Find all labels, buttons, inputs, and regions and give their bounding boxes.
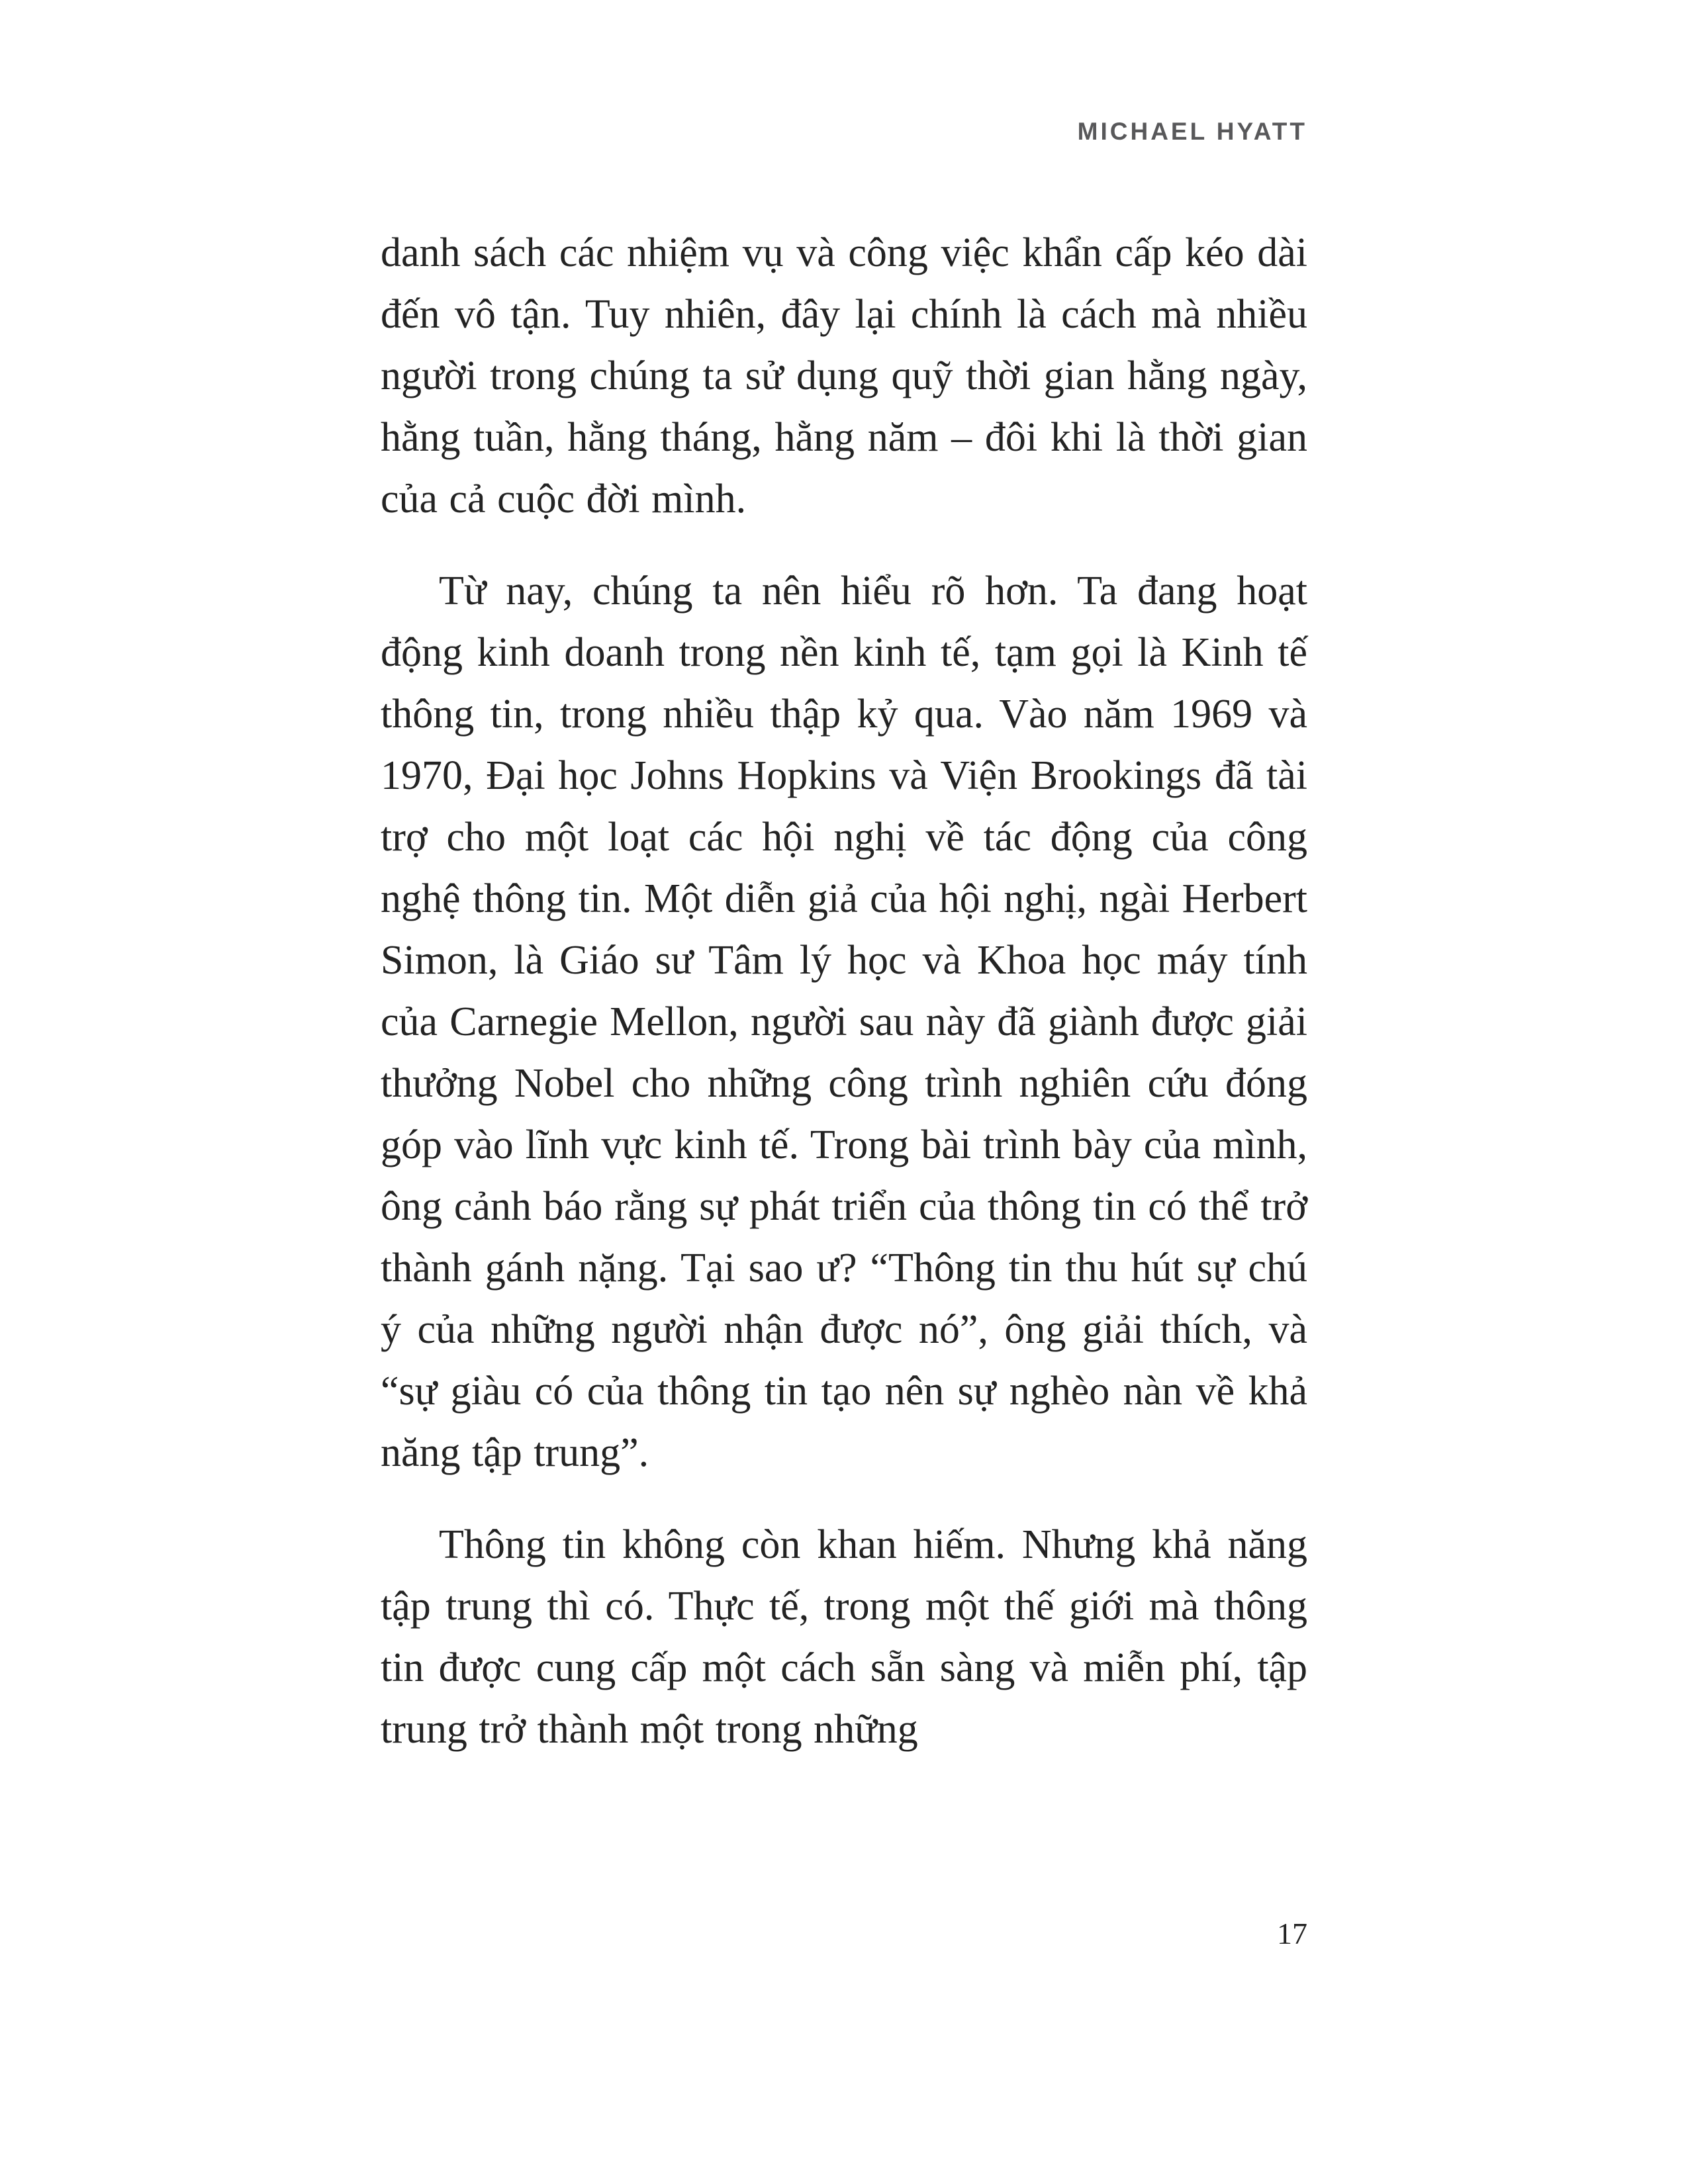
- paragraph: Từ nay, chúng ta nên hiểu rõ hơn. Ta đang hoạt động kinh doanh trong nền kinh tế, tạm gọi là Kinh tế thông tin, trong nhiều thập kỷ qua. Vào năm 1969 và 1970, Đại học Johns Hopkins và Viện Brookings đã tài trợ cho một loạt các hội nghị về tác động của công nghệ thông tin. Một diễn giả của hội nghị, ngài Herbert Simon, là Giáo sư Tâm lý học và Khoa học máy tính của Carnegie Mellon, người sau này đã giành được giải thưởng Nobel cho những công trình nghiên cứu đóng góp vào lĩnh vực kinh tế. Trong bài trình bày của mình, ông cảnh báo rằng sự phát triển của thông tin có thể trở thành gánh nặng. Tại sao ư? “Thông tin thu hút sự chú ý của những người nhận được nó”, ông giải thích, và “sự giàu có của thông tin tạo nên sự nghèo nàn về khả năng tập trung”.: [381, 569, 1307, 1475]
- running-header-author: MICHAEL HYATT: [1077, 118, 1307, 145]
- page-footer: [0, 1916, 1688, 1951]
- page-number: 17: [1277, 1917, 1307, 1950]
- paragraph: danh sách các nhiệm vụ và công việc khẩn cấp kéo dài đến vô tận. Tuy nhiên, đây lại chính là cách mà nhiều người trong chúng ta sử dụng quỹ thời gian hằng ngày, hằng tuần, hằng tháng, hằng năm – đôi khi là thời gian của cả cuộc đời mình.: [381, 230, 1307, 522]
- page-body-text: [381, 222, 1307, 1760]
- paragraph: Thông tin không còn khan hiếm. Nhưng khả năng tập trung thì có. Thực tế, trong một thế giới mà thông tin được cung cấp một cách sẵn sàng và miễn phí, tập trung trở thành một trong những: [381, 1522, 1307, 1752]
